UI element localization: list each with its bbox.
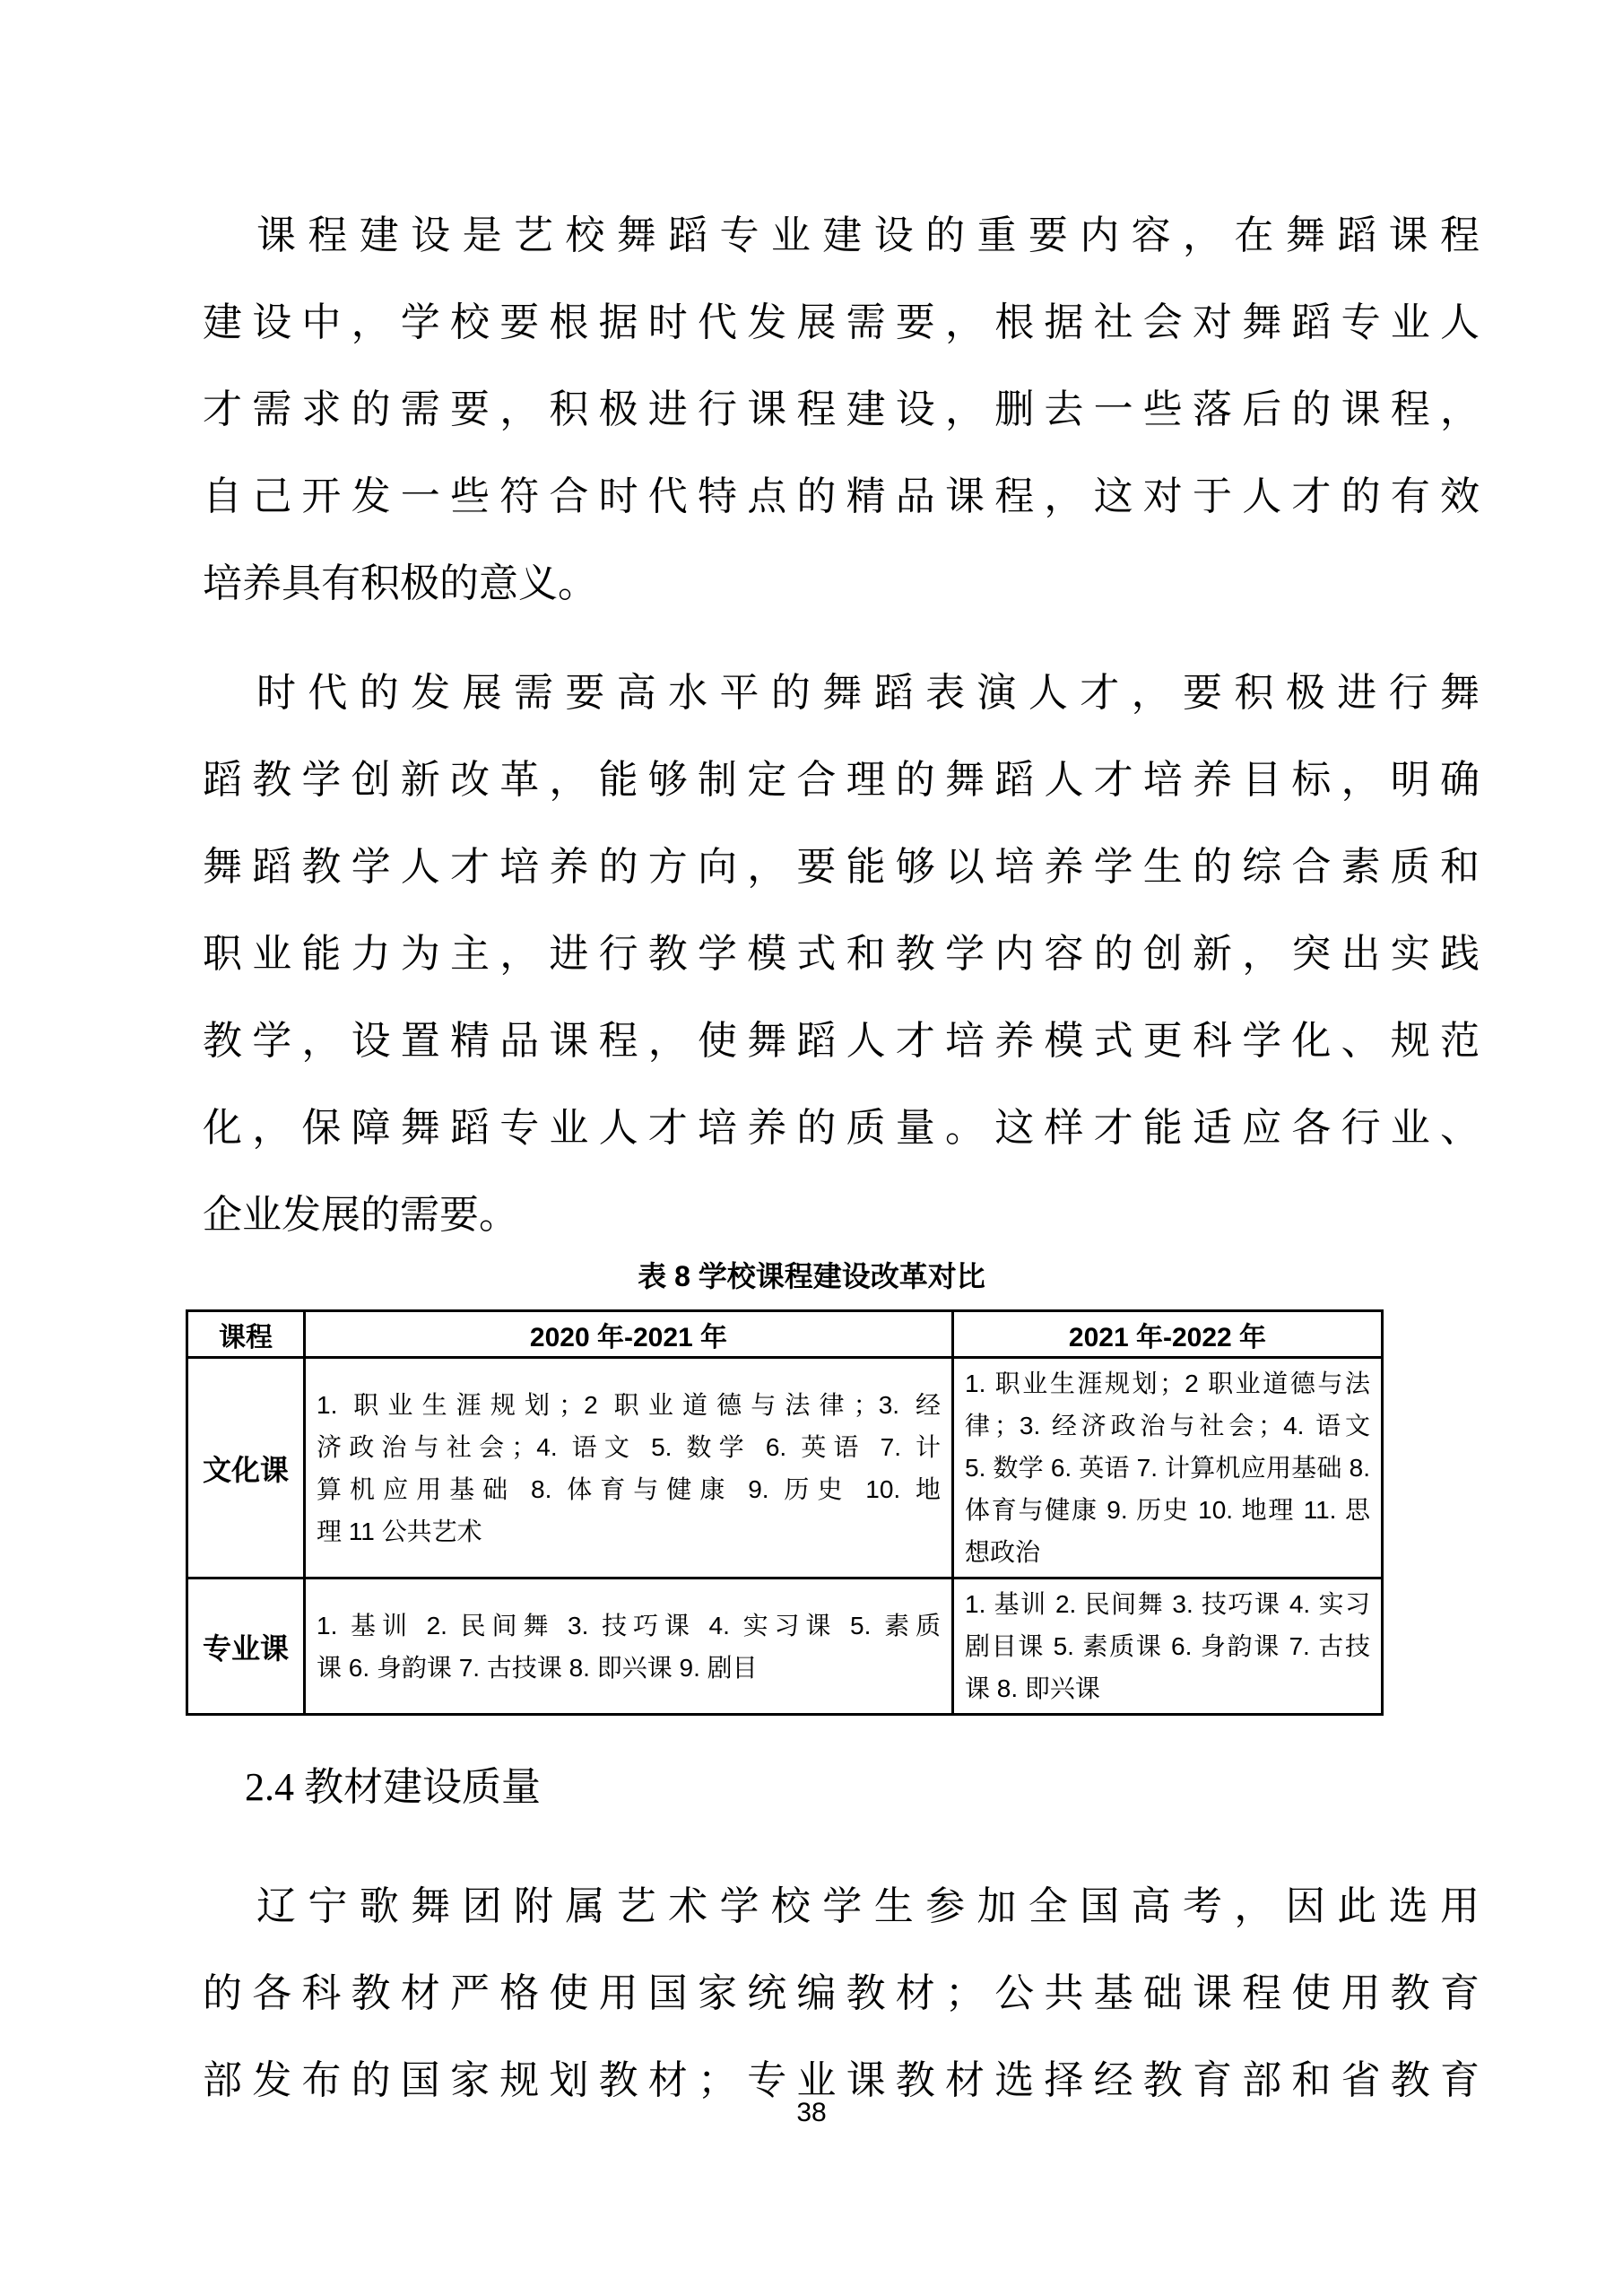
- cell-professional-2021-2022: [954, 1579, 1381, 1713]
- cell-line: 1. 基训 2. 民间舞 3. 技巧课 4. 实习课 5. 素质: [317, 1611, 941, 1639]
- cell-line: 律；3. 经济政治与社会；4. 语文: [965, 1412, 1370, 1439]
- cell-culture-2021-2022: [954, 1359, 1381, 1579]
- section-heading-2-4: 2.4 教材建设质量: [245, 1765, 541, 1809]
- body-line: 建设中，学校要根据时代发展需要，根据社会对舞蹈专业人: [203, 300, 1480, 344]
- cell-line: 理 11 公共艺术: [317, 1517, 482, 1545]
- cell-professional-2020-2021: [306, 1579, 954, 1713]
- cell-line: 剧目课 5. 素质课 6. 身韵课 7. 古技: [965, 1632, 1370, 1660]
- cell-line: 1. 职业生涯规划；2 职业道德与法: [965, 1370, 1370, 1397]
- body-line: 培养具有积极的意义。: [203, 561, 597, 605]
- cell-line: 想政治: [965, 1538, 1041, 1566]
- cell-line: 济政治与社会；4. 语文 5. 数学 6. 英语 7. 计: [317, 1432, 941, 1461]
- cell-culture-2020-2021: [306, 1359, 954, 1579]
- body-line: 舞蹈教学人才培养的方向，要能够以培养学生的综合素质和: [203, 845, 1480, 889]
- cell-line: 1. 基训 2. 民间舞 3. 技巧课 4. 实习: [965, 1590, 1370, 1618]
- cell-line: 课 8. 即兴课: [965, 1674, 1100, 1702]
- body-line: 才需求的需要，积极进行课程建设，删去一些落后的课程，: [203, 387, 1480, 431]
- paragraph-2: [203, 649, 1480, 1258]
- row-label-professional-courses: 专业课: [188, 1579, 306, 1713]
- table-caption: 表 8 学校课程建设改革对比: [638, 1260, 985, 1292]
- body-line: 自己开发一些符合时代特点的精品课程，这对于人才的有效: [203, 474, 1480, 518]
- body-line: 企业发展的需要。: [203, 1193, 518, 1237]
- cell-line: 1. 职业生涯规划；2 职业道德与法律；3. 经: [317, 1390, 941, 1419]
- page-number: 38: [796, 2098, 827, 2127]
- paragraph-3: [203, 1863, 1480, 2124]
- cell-line: 课 6. 身韵课 7. 古技课 8. 即兴课 9. 剧目: [317, 1653, 758, 1682]
- paragraph-1: [203, 192, 1480, 627]
- body-line: 蹈教学创新改革，能够制定合理的舞蹈人才培养目标，明确: [203, 758, 1480, 802]
- body-line: 课程建设是艺校舞蹈专业建设的重要内容，在舞蹈课程: [256, 213, 1480, 257]
- row-label-culture-courses: 文化课: [188, 1359, 306, 1579]
- table-header-2020-2021: 2020 年-2021 年: [306, 1312, 954, 1359]
- cell-line: 5. 数学 6. 英语 7. 计算机应用基础 8.: [965, 1454, 1370, 1482]
- body-line: 化，保障舞蹈专业人才培养的质量。这样才能适应各行业、: [203, 1106, 1480, 1150]
- body-line: 部发布的国家规划教材；专业课教材选择经教育部和省教育: [203, 2058, 1480, 2102]
- body-line: 职业能力为主，进行教学模式和教学内容的创新，突出实践: [203, 932, 1480, 976]
- table-header-2021-2022: 2021 年-2022 年: [954, 1312, 1381, 1359]
- body-line: 辽宁歌舞团附属艺术学校学生参加全国高考，因此选用: [256, 1884, 1480, 1928]
- body-line: 教学，设置精品课程，使舞蹈人才培养模式更科学化、规范: [203, 1019, 1480, 1063]
- course-table: [186, 1309, 1384, 1716]
- body-line: 的各科教材严格使用国家统编教材；公共基础课程使用教育: [203, 1971, 1480, 2015]
- table-header-course: 课程: [188, 1312, 306, 1359]
- body-line: 时代的发展需要高水平的舞蹈表演人才，要积极进行舞: [256, 671, 1480, 715]
- cell-line: 体育与健康 9. 历史 10. 地理 11. 思: [965, 1496, 1370, 1524]
- cell-line: 算机应用基础 8. 体育与健康 9. 历史 10. 地: [317, 1474, 941, 1503]
